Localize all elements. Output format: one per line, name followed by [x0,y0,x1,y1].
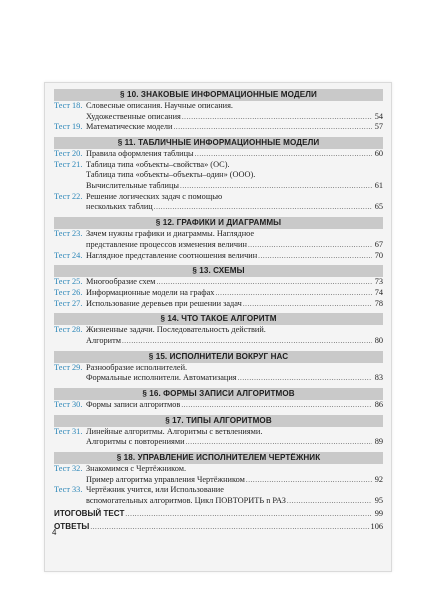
entry-title: Словесные описания. Научные описания. [86,100,233,110]
page-ref: 80 [374,335,383,345]
dot-leader [287,496,372,507]
toc-entry-row [54,277,383,288]
page-ref: 73 [374,277,383,287]
test-number: Тест 22. [54,191,83,201]
entry-title: Художественные описания [86,111,181,121]
entry-title: Знакомимся с Чертёжником. [86,464,187,474]
toc-entry-row [54,299,383,310]
entry-title: Многообразие схем [86,277,156,287]
page-ref: 61 [374,181,383,191]
toc-entry-row [54,122,383,133]
test-number: Тест 27. [54,298,83,308]
dot-leader [182,112,372,123]
section-heading: § 13. СХЕМЫ [54,265,383,277]
section-heading: § 12. ГРАФИКИ И ДИАГРАММЫ [54,217,383,229]
test-number: Тест 24. [54,250,83,260]
entry-title: представление процессов изменения величин [86,239,247,249]
entry-title: Алгоритмы с повторениями [86,437,185,447]
toc-entry-row [54,496,383,507]
toc-entry-row [54,475,383,486]
entry-title: Формы записи алгоритмов [86,400,181,410]
toc-entry-row [54,229,383,240]
section-heading: § 14. ЧТО ТАКОЕ АЛГОРИТМ [54,313,383,325]
toc-entry-row [54,363,383,374]
entry-title: Информационные модели на графах [86,287,215,297]
page-ref: 54 [374,111,383,121]
page-ref: 70 [374,250,383,260]
test-number: Тест 32. [54,464,83,474]
entry-title: Разнообразие исполнителей. [86,362,188,372]
entry-title: Жизненные задачи. Последовательность действий. [86,325,266,335]
page-ref: 99 [374,508,383,518]
final-entry-row [54,509,383,520]
dot-leader [215,288,372,299]
toc-entry-row [54,170,383,181]
toc-entry-row [54,101,383,112]
toc-entry-row [54,112,383,123]
toc-entry-row [54,149,383,160]
toc-entry-row [54,427,383,438]
test-number: Тест 30. [54,400,83,410]
final-entry-row [54,522,383,533]
dot-leader [156,277,372,288]
dot-leader [154,202,372,213]
toc-entry-row [54,203,383,214]
toc-entry-row [54,251,383,262]
dot-leader [243,299,372,310]
entry-title: вспомогательных алгоритмов. Цикл ПОВТОРИТЬ n РАЗ [86,496,286,506]
test-number: Тест 21. [54,159,83,169]
test-number: Тест 20. [54,149,83,159]
toc-entry-row [54,437,383,448]
dot-leader [122,336,372,347]
section-heading: § 18. УПРАВЛЕНИЕ ИСПОЛНИТЕЛЕМ ЧЕРТЁЖНИК [54,452,383,464]
page-ref: 67 [374,239,383,249]
test-number: Тест 33. [54,485,83,495]
toc-entry-row [54,486,383,497]
entry-title: Чертёжник учится, или Использование [86,485,224,495]
toc-entry-row [54,192,383,203]
dot-leader [174,122,373,133]
page-ref: 78 [374,298,383,308]
toc-entry-row [54,288,383,299]
section-heading: § 17. ТИПЫ АЛГОРИТМОВ [54,415,383,427]
toc-entry-row [54,240,383,251]
page-ref: 86 [374,400,383,410]
page-ref: 83 [374,373,383,383]
toc-entry-row [54,373,383,384]
test-number: Тест 18. [54,100,83,110]
entry-title: Алгоритм [86,335,121,345]
page-ref: 60 [374,149,383,159]
page-number: 4 [52,528,57,537]
page-ref: 74 [374,287,383,297]
test-number: Тест 23. [54,229,83,239]
dot-leader [246,475,372,486]
toc-entry-row [54,160,383,171]
dot-leader [258,251,372,262]
dot-leader [186,437,372,448]
entry-title: Использование деревьев при решении задач [86,298,242,308]
entry-title: Пример алгоритма управления Чертёжником [86,474,245,484]
dot-leader [90,522,369,533]
section-heading: § 16. ФОРМЫ ЗАПИСИ АЛГОРИТМОВ [54,388,383,400]
test-number: Тест 19. [54,122,83,132]
entry-title: Зачем нужны графики и диаграммы. Наглядное [86,229,255,239]
test-number: Тест 25. [54,277,83,287]
dot-leader [125,509,372,520]
test-number: Тест 26. [54,287,83,297]
entry-title: Математические модели [86,122,173,132]
dot-leader [238,373,372,384]
entry-title: нескольких таблиц [86,202,153,212]
entry-title: Правила оформления таблицы [86,149,194,159]
test-number: Тест 29. [54,362,83,372]
entry-title: Формальные исполнители. Автоматизация [86,373,237,383]
dot-leader [248,240,372,251]
entry-title: Линейные алгоритмы. Алгоритмы с ветвлениями. [86,426,263,436]
dot-leader [180,181,372,192]
section-heading: § 10. ЗНАКОВЫЕ ИНФОРМАЦИОННЫЕ МОДЕЛИ [54,89,383,101]
toc-entry-row [54,181,383,192]
page-ref: 65 [374,202,383,212]
page-ref: 95 [374,496,383,506]
entry-title: Решение логических задач с помощью [86,191,223,201]
test-number: Тест 28. [54,325,83,335]
entry-title: Таблица типа «объекты–свойства» (ОС). [86,159,230,169]
entry-title: Таблица типа «объекты–объекты–один» (ООО). [86,170,256,180]
toc-entry-row [54,464,383,475]
page-ref: 106 [370,521,383,531]
entry-title: Вычислительные таблицы [86,181,180,191]
final-entry-title: ИТОГОВЫЙ ТЕСТ [54,508,125,518]
book-page [44,82,392,572]
table-of-contents [54,85,383,532]
toc-entry-row [54,336,383,347]
final-entry-title: ОТВЕТЫ [54,521,90,531]
page-ref: 92 [374,474,383,484]
page-ref: 57 [374,122,383,132]
entry-title: Наглядное представление соотношения величин [86,250,258,260]
dot-leader [181,400,372,411]
dot-leader [195,149,372,160]
test-number: Тест 31. [54,426,83,436]
page-ref: 89 [374,437,383,447]
toc-entry-row [54,400,383,411]
section-heading: § 11. ТАБЛИЧНЫЕ ИНФОРМАЦИОННЫЕ МОДЕЛИ [54,137,383,149]
toc-entry-row [54,325,383,336]
section-heading: § 15. ИСПОЛНИТЕЛИ ВОКРУГ НАС [54,351,383,363]
